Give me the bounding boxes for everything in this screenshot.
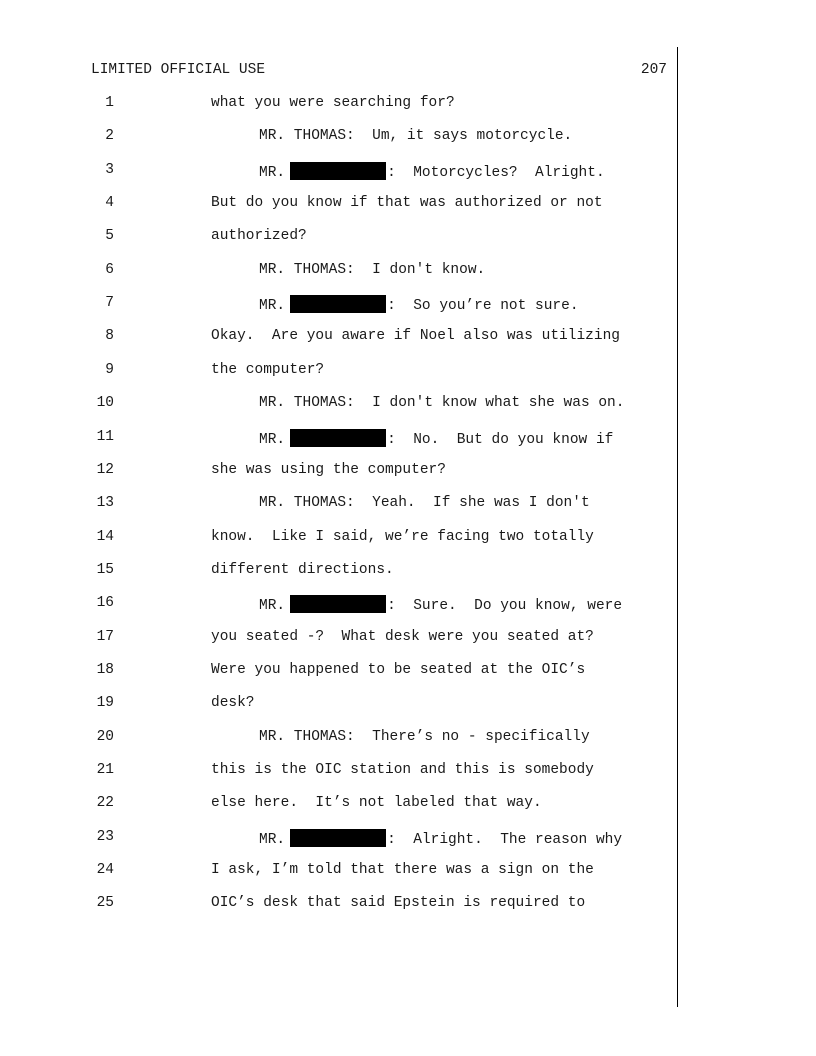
classification-header: LIMITED OFFICIAL USE xyxy=(91,62,266,78)
transcript-line xyxy=(0,529,670,549)
page-number: 207 xyxy=(640,62,667,78)
line-number: 22 xyxy=(96,795,114,812)
line-text: MR. THOMAS: I don't know. xyxy=(259,261,486,278)
line-text xyxy=(259,829,622,848)
line-number: 21 xyxy=(96,762,114,778)
line-text: MR. THOMAS: I don't know what she was on. xyxy=(259,395,625,412)
line-text: MR. THOMAS: Um, it says motorcycle. xyxy=(259,128,573,145)
line-text: what you were searching for? xyxy=(211,95,455,111)
transcript-line xyxy=(0,562,670,582)
line-text: authorized? xyxy=(211,228,307,245)
line-number: 12 xyxy=(96,461,114,478)
line-number: 11 xyxy=(96,428,114,445)
transcript-line xyxy=(0,362,670,382)
speaker-text: : No. But do you know if xyxy=(387,431,614,448)
line-text: OIC’s desk that said Epstein is required to xyxy=(211,895,586,912)
line-number: 5 xyxy=(105,228,114,245)
line-text xyxy=(259,595,622,614)
line-text: But do you know if that was authorized or not xyxy=(211,195,603,212)
transcript-line xyxy=(0,228,670,248)
line-text: MR. THOMAS: There’s no - specifically xyxy=(259,728,590,745)
line-number: 10 xyxy=(96,395,114,412)
redaction-box xyxy=(290,429,386,447)
speaker-prefix: MR. xyxy=(259,431,286,448)
line-text: Were you happened to be seated at the OIC’s xyxy=(211,661,586,678)
transcript-line xyxy=(0,895,670,915)
line-text: the computer? xyxy=(211,361,325,378)
line-number: 9 xyxy=(105,361,114,378)
line-number: 16 xyxy=(96,595,114,612)
line-number: 1 xyxy=(105,95,114,111)
line-text: MR. THOMAS: Yeah. If she was I don't xyxy=(259,495,590,512)
transcript-line xyxy=(0,429,670,449)
transcript-line xyxy=(0,262,670,282)
transcript-line xyxy=(0,328,670,348)
transcript-line xyxy=(0,795,670,815)
line-number: 24 xyxy=(96,862,114,879)
line-text xyxy=(259,162,605,181)
line-number: 3 xyxy=(105,161,114,178)
line-text: else here. It’s not labeled that way. xyxy=(211,795,542,812)
line-number: 6 xyxy=(105,261,114,278)
transcript-line xyxy=(0,495,670,515)
transcript-line xyxy=(0,829,670,849)
transcript-line xyxy=(0,862,670,882)
redaction-box xyxy=(290,829,386,847)
line-text: Okay. Are you aware if Noel also was utilizing xyxy=(211,328,620,345)
speaker-text: : Alright. The reason why xyxy=(387,831,623,848)
redaction-box xyxy=(290,595,386,613)
transcript-line xyxy=(0,195,670,215)
line-text: I ask, I’m told that there was a sign on the xyxy=(211,862,594,879)
line-text: you seated -? What desk were you seated at? xyxy=(211,628,594,645)
line-text: desk? xyxy=(211,695,255,712)
speaker-prefix: MR. xyxy=(259,598,286,615)
transcript-line xyxy=(0,695,670,715)
line-number: 18 xyxy=(96,661,114,678)
line-number: 4 xyxy=(105,195,114,212)
line-number: 20 xyxy=(96,728,114,745)
transcript-line xyxy=(0,395,670,415)
transcript-line xyxy=(0,295,670,315)
transcript-line xyxy=(0,729,670,749)
line-text: she was using the computer? xyxy=(211,461,446,478)
speaker-prefix: MR. xyxy=(259,298,286,315)
transcript-line xyxy=(0,95,670,115)
transcript-line xyxy=(0,762,670,782)
speaker-text: : Sure. Do you know, were xyxy=(387,598,623,615)
speaker-prefix: MR. xyxy=(259,831,286,848)
line-number: 19 xyxy=(96,695,114,712)
right-margin-rule xyxy=(677,47,678,1007)
redaction-box xyxy=(290,162,386,180)
transcript-line xyxy=(0,629,670,649)
transcript-line xyxy=(0,162,670,182)
line-text: different directions. xyxy=(211,561,394,578)
line-number: 8 xyxy=(105,328,114,345)
speaker-text: : Motorcycles? Alright. xyxy=(387,164,605,181)
line-number: 23 xyxy=(96,828,114,845)
line-number: 15 xyxy=(96,561,114,578)
line-number: 25 xyxy=(96,895,114,912)
line-text xyxy=(259,295,579,314)
transcript-line xyxy=(0,595,670,615)
line-text: this is the OIC station and this is somebody xyxy=(211,762,594,778)
redaction-box xyxy=(290,295,386,313)
line-number: 14 xyxy=(96,528,114,545)
transcript-line xyxy=(0,128,670,148)
line-number: 13 xyxy=(96,495,114,512)
line-text: know. Like I said, we’re facing two totally xyxy=(211,528,594,545)
speaker-prefix: MR. xyxy=(259,164,286,181)
line-text xyxy=(259,429,613,448)
transcript-line xyxy=(0,462,670,482)
line-number: 2 xyxy=(105,128,114,145)
line-number: 17 xyxy=(96,628,114,645)
transcript-line xyxy=(0,662,670,682)
speaker-text: : So you’re not sure. xyxy=(387,298,579,315)
line-number: 7 xyxy=(105,295,114,312)
